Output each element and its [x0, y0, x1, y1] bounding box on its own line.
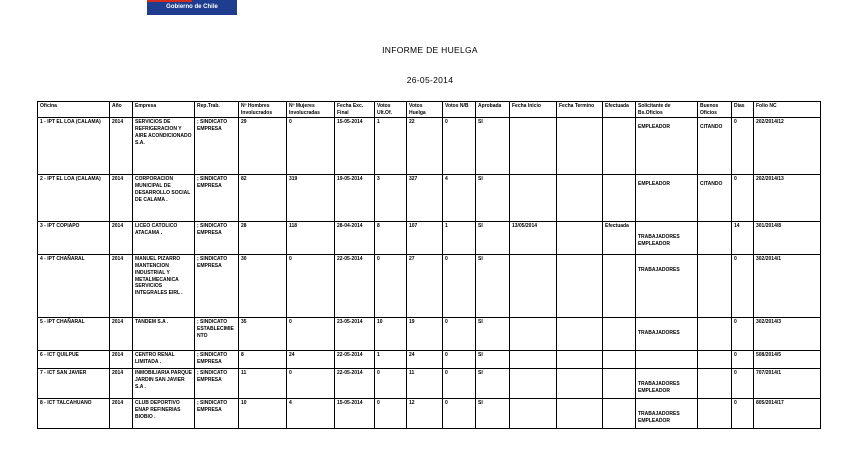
cell-hombres: 8 — [239, 351, 287, 369]
cell-oficina: 1 - IPT EL LOA (CALAMA) — [38, 118, 110, 175]
cell-fecha-exc: 22-05-2014 — [335, 255, 375, 318]
cell-fecha-exc: 15-05-2014 — [335, 399, 375, 429]
cell-anio: 2014 — [110, 369, 133, 399]
cell-votos-nb: 0 — [443, 369, 476, 399]
cell-efectuada — [603, 118, 636, 175]
cell-buenos — [698, 255, 732, 318]
cell-empresa: CLUB DEPORTIVO ENAP REFINERIAS BIOBIO . — [133, 399, 195, 429]
cell-fecha-exc: 28-04-2014 — [335, 222, 375, 255]
report-title: INFORME DE HUELGA — [382, 45, 478, 55]
cell-fecha-termino — [557, 222, 603, 255]
cell-hombres: 29 — [239, 118, 287, 175]
table-header-row — [38, 102, 821, 118]
cell-mujeres: 4 — [287, 399, 335, 429]
cell-votos-huelga: 27 — [407, 255, 443, 318]
cell-fecha-inicio: 13/05/2014 — [510, 222, 557, 255]
cell-oficina: 7 - ICT SAN JAVIER — [38, 369, 110, 399]
cell-folio: 805/2014/17 — [754, 399, 821, 429]
cell-aprobada: SI — [476, 318, 510, 351]
table-row — [38, 222, 821, 255]
cell-fecha-termino — [557, 175, 603, 222]
cell-dias: 0 — [732, 175, 754, 222]
column-header: Fecha Inicio — [510, 102, 557, 118]
cell-fecha-exc: 15-05-2014 — [335, 118, 375, 175]
cell-mujeres: 118 — [287, 222, 335, 255]
cell-solicitante: EMPLEADOR — [636, 118, 698, 175]
cell-oficina: 3 - IPT COPIAPO — [38, 222, 110, 255]
cell-fecha-inicio — [510, 175, 557, 222]
cell-oficina: 5 - IPT CHAÑARAL — [38, 318, 110, 351]
cell-rep: ; SINDICATO EMPRESA — [195, 118, 239, 175]
cell-empresa: LICEO CATOLICO ATACAMA . — [133, 222, 195, 255]
table-row — [38, 318, 821, 351]
cell-dias: 0 — [732, 318, 754, 351]
cell-dias: 0 — [732, 399, 754, 429]
cell-votos-ult: 0 — [375, 369, 407, 399]
cell-fecha-inicio — [510, 369, 557, 399]
cell-votos-ult: 0 — [375, 255, 407, 318]
cell-anio: 2014 — [110, 222, 133, 255]
cell-folio: 302/2014/1 — [754, 255, 821, 318]
cell-buenos — [698, 369, 732, 399]
cell-votos-huelga: 22 — [407, 118, 443, 175]
cell-mujeres: 319 — [287, 175, 335, 222]
cell-dias: 0 — [732, 369, 754, 399]
cell-solicitante: EMPLEADOR — [636, 175, 698, 222]
cell-mujeres: 24 — [287, 351, 335, 369]
column-header: Aprobada — [476, 102, 510, 118]
cell-fecha-termino — [557, 351, 603, 369]
cell-votos-ult: 10 — [375, 318, 407, 351]
table-row — [38, 175, 821, 222]
cell-hombres: 11 — [239, 369, 287, 399]
cell-votos-huelga: 19 — [407, 318, 443, 351]
cell-mujeres: 0 — [287, 318, 335, 351]
cell-dias: 0 — [732, 118, 754, 175]
cell-solicitante: TRABAJADORES — [636, 255, 698, 318]
logo-red-stripe — [147, 0, 192, 2]
column-header: Votos Ult.Of. — [375, 102, 407, 118]
cell-empresa: MANUEL PIZARRO MANTENCION INDUSTRIAL Y METALMECANICA SERVICIOS INTEGRALES EIRL . — [133, 255, 195, 318]
cell-efectuada — [603, 399, 636, 429]
cell-efectuada — [603, 255, 636, 318]
cell-fecha-termino — [557, 118, 603, 175]
cell-aprobada: SI — [476, 222, 510, 255]
cell-empresa: SERVICIOS DE REFRIGERACION Y AIRE ACONDICIONADO S.A. — [133, 118, 195, 175]
column-header: Fecha Exc. Final — [335, 102, 375, 118]
column-header: Folio NC — [754, 102, 821, 118]
cell-rep: ; SINDICATO EMPRESA — [195, 255, 239, 318]
cell-folio: 508/2014/5 — [754, 351, 821, 369]
cell-fecha-exc: 23-05-2014 — [335, 318, 375, 351]
cell-folio: 202/2014/12 — [754, 118, 821, 175]
column-header: Días — [732, 102, 754, 118]
cell-anio: 2014 — [110, 175, 133, 222]
cell-buenos: CITANDO — [698, 118, 732, 175]
cell-fecha-inicio — [510, 255, 557, 318]
column-header: Votos Huelga — [407, 102, 443, 118]
cell-hombres: 35 — [239, 318, 287, 351]
column-header: Efectuada — [603, 102, 636, 118]
strike-report-table — [37, 101, 821, 429]
cell-votos-nb: 0 — [443, 118, 476, 175]
column-header: Nº Mujeres Involucradas — [287, 102, 335, 118]
cell-solicitante: TRABAJADORES EMPLEADOR — [636, 399, 698, 429]
cell-votos-huelga: 327 — [407, 175, 443, 222]
cell-aprobada: SI — [476, 118, 510, 175]
cell-votos-ult: 1 — [375, 351, 407, 369]
cell-hombres: 82 — [239, 175, 287, 222]
cell-oficina: 2 - IPT EL LOA (CALAMA) — [38, 175, 110, 222]
column-header: Empresa — [133, 102, 195, 118]
cell-aprobada: SI — [476, 399, 510, 429]
cell-votos-huelga: 11 — [407, 369, 443, 399]
cell-votos-nb: 0 — [443, 255, 476, 318]
cell-solicitante: TRABAJADORES — [636, 318, 698, 351]
cell-aprobada: SI — [476, 255, 510, 318]
cell-rep: ; SINDICATO EMPRESA — [195, 399, 239, 429]
cell-fecha-inicio — [510, 318, 557, 351]
cell-votos-ult: 8 — [375, 222, 407, 255]
cell-oficina: 4 - IPT CHAÑARAL — [38, 255, 110, 318]
cell-votos-nb: 0 — [443, 318, 476, 351]
cell-folio: 202/2014/13 — [754, 175, 821, 222]
cell-efectuada — [603, 369, 636, 399]
cell-buenos — [698, 399, 732, 429]
cell-empresa: CORPORACION MUNICIPAL DE DESARROLLO SOCIAL DE CALAMA . — [133, 175, 195, 222]
cell-anio: 2014 — [110, 255, 133, 318]
cell-folio: 302/2014/3 — [754, 318, 821, 351]
cell-rep: ; SINDICATO EMPRESA — [195, 369, 239, 399]
cell-hombres: 30 — [239, 255, 287, 318]
cell-fecha-termino — [557, 255, 603, 318]
cell-votos-huelga: 24 — [407, 351, 443, 369]
cell-folio: 301/2014/8 — [754, 222, 821, 255]
table-row — [38, 351, 821, 369]
cell-aprobada: SI — [476, 369, 510, 399]
cell-solicitante: TRABAJADORES EMPLEADOR — [636, 369, 698, 399]
cell-aprobada: SI — [476, 175, 510, 222]
cell-mujeres: 0 — [287, 118, 335, 175]
cell-dias: 0 — [732, 351, 754, 369]
cell-dias: 14 — [732, 222, 754, 255]
cell-hombres: 28 — [239, 222, 287, 255]
cell-empresa: INMOBILIARIA PARQUE JARDIN SAN JAVIER S.A . — [133, 369, 195, 399]
column-header: Solicitante de Bs.Oficios — [636, 102, 698, 118]
cell-fecha-exc: 19-05-2014 — [335, 175, 375, 222]
cell-anio: 2014 — [110, 399, 133, 429]
logo-text: Gobierno de Chile — [166, 4, 218, 10]
cell-efectuada — [603, 318, 636, 351]
cell-rep: ; SINDICATO EMPRESA — [195, 222, 239, 255]
cell-fecha-inicio — [510, 399, 557, 429]
column-header: Año — [110, 102, 133, 118]
cell-votos-ult: 3 — [375, 175, 407, 222]
cell-votos-nb: 1 — [443, 222, 476, 255]
cell-oficina: 6 - ICT QUILPUE — [38, 351, 110, 369]
cell-fecha-termino — [557, 399, 603, 429]
cell-empresa: TANDEM S.A . — [133, 318, 195, 351]
column-header: Buenos Oficios — [698, 102, 732, 118]
cell-mujeres: 0 — [287, 369, 335, 399]
cell-oficina: 8 - ICT TALCAHUANO — [38, 399, 110, 429]
cell-solicitante — [636, 351, 698, 369]
column-header: Oficina — [38, 102, 110, 118]
cell-anio: 2014 — [110, 318, 133, 351]
table-row — [38, 118, 821, 175]
cell-fecha-termino — [557, 318, 603, 351]
cell-anio: 2014 — [110, 351, 133, 369]
cell-votos-huelga: 107 — [407, 222, 443, 255]
cell-hombres: 10 — [239, 399, 287, 429]
column-header: Votos N/B — [443, 102, 476, 118]
cell-votos-nb: 4 — [443, 175, 476, 222]
cell-aprobada: SI — [476, 351, 510, 369]
cell-rep: ; SINDICATO EMPRESA — [195, 175, 239, 222]
cell-efectuada — [603, 175, 636, 222]
column-header: Nº Hombres Involucrados — [239, 102, 287, 118]
table-row — [38, 399, 821, 429]
table-row — [38, 255, 821, 318]
table-row — [38, 369, 821, 399]
gobierno-logo — [147, 0, 237, 15]
cell-folio: 707/2014/1 — [754, 369, 821, 399]
cell-buenos — [698, 222, 732, 255]
cell-buenos: CITANDO — [698, 175, 732, 222]
cell-anio: 2014 — [110, 118, 133, 175]
cell-fecha-termino — [557, 369, 603, 399]
cell-fecha-exc: 22-05-2014 — [335, 369, 375, 399]
column-header: Rep.Trab. — [195, 102, 239, 118]
cell-votos-ult: 1 — [375, 118, 407, 175]
cell-fecha-inicio — [510, 118, 557, 175]
cell-dias: 0 — [732, 255, 754, 318]
cell-votos-huelga: 12 — [407, 399, 443, 429]
cell-empresa: CENTRO RENAL LIMITADA . — [133, 351, 195, 369]
cell-buenos — [698, 318, 732, 351]
cell-votos-ult: 0 — [375, 399, 407, 429]
cell-fecha-exc: 22-05-2014 — [335, 351, 375, 369]
column-header: Fecha Termino — [557, 102, 603, 118]
cell-rep: ; SINDICATO ESTABLECIMIENTO — [195, 318, 239, 351]
cell-votos-nb: 0 — [443, 399, 476, 429]
report-date: 26-05-2014 — [406, 75, 454, 85]
cell-fecha-inicio — [510, 351, 557, 369]
cell-rep: ; SINDICATO EMPRESA — [195, 351, 239, 369]
cell-efectuada — [603, 351, 636, 369]
cell-solicitante: TRABAJADORES EMPLEADOR — [636, 222, 698, 255]
cell-efectuada: Efectuada — [603, 222, 636, 255]
cell-buenos — [698, 351, 732, 369]
cell-mujeres: 0 — [287, 255, 335, 318]
cell-votos-nb: 0 — [443, 351, 476, 369]
